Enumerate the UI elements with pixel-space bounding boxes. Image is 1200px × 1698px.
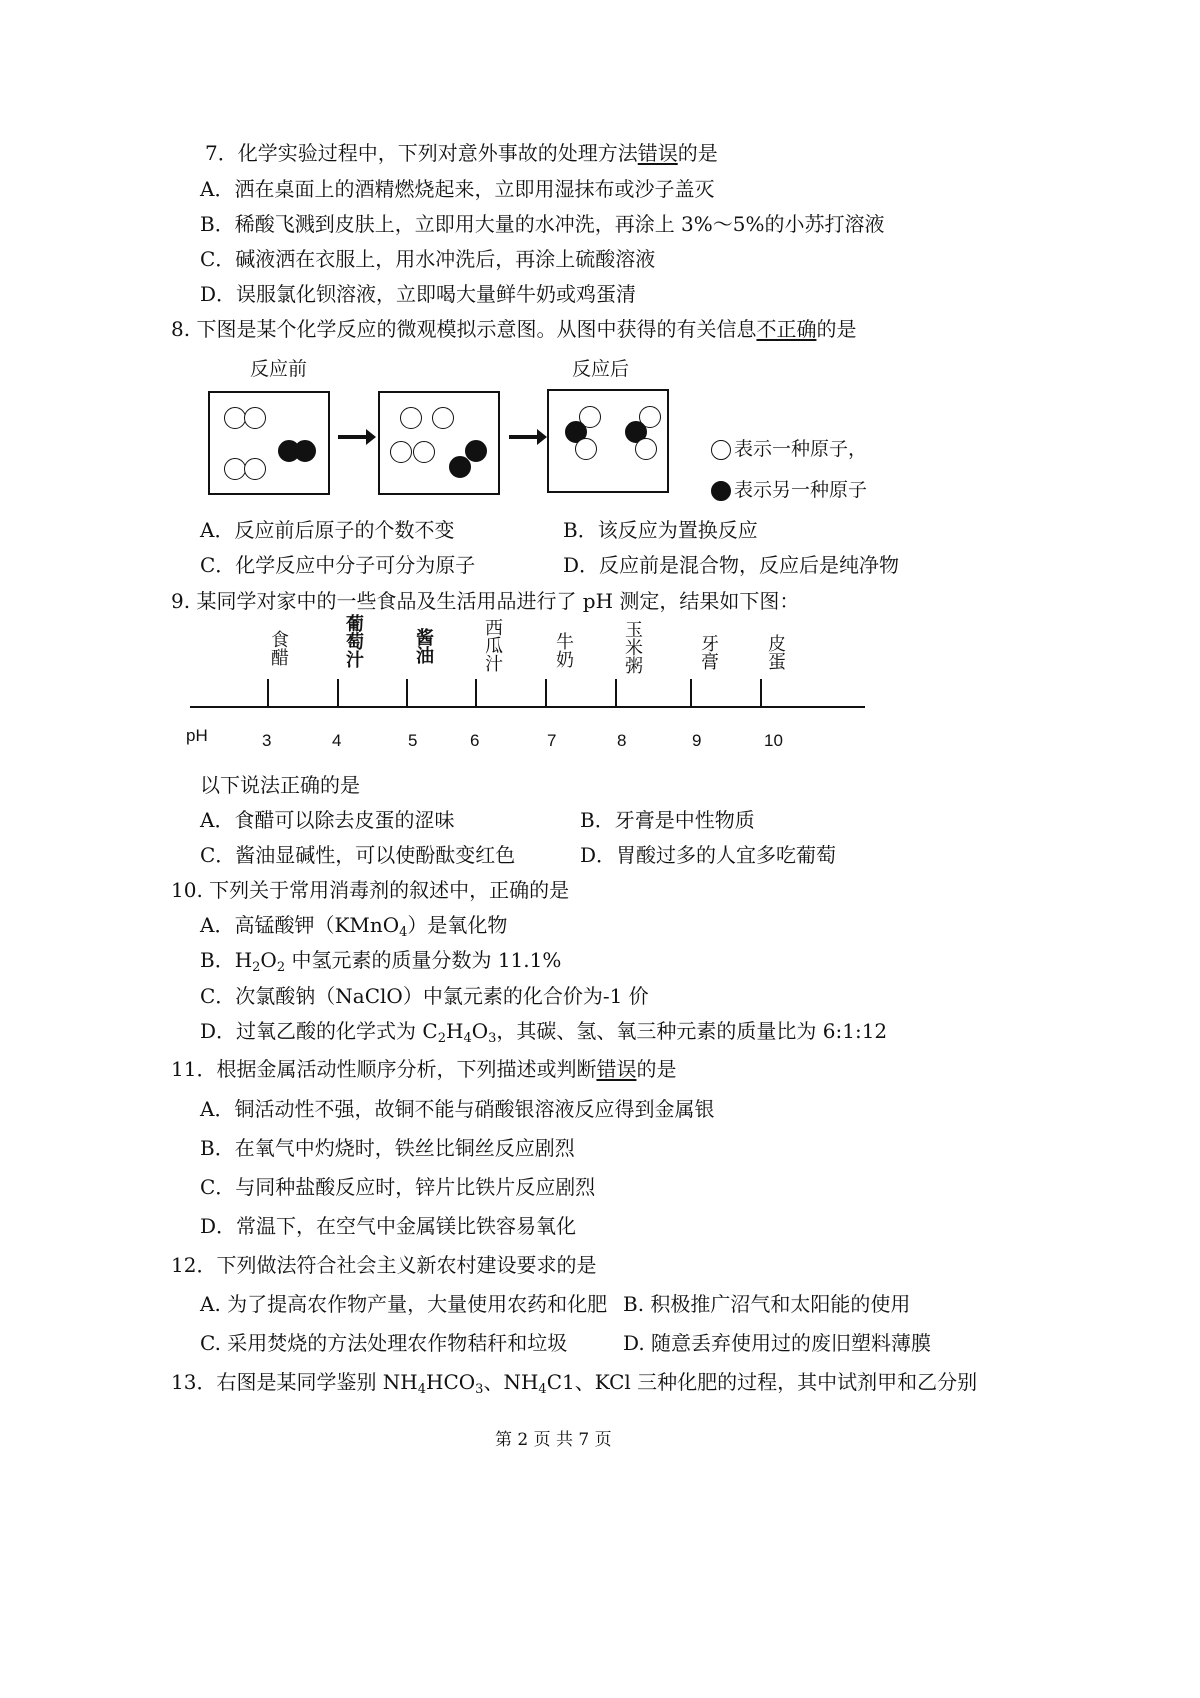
ph-tick bbox=[545, 679, 547, 707]
ph-item-label: 牙膏 bbox=[698, 634, 719, 670]
white-atom bbox=[244, 458, 266, 480]
q10-option-c: C．次氯酸钠（NaClO）中氯元素的化合价为-1 价 bbox=[200, 984, 649, 1008]
q9-option-c: C．酱油显碱性，可以使酚酞变红色 bbox=[200, 843, 516, 867]
q8-option-b: B．该反应为置换反应 bbox=[563, 518, 758, 542]
ph-value: 5 bbox=[408, 731, 418, 750]
ph-value: 9 bbox=[692, 731, 702, 750]
q7-keyword: 错误 bbox=[637, 141, 678, 165]
ph-tick bbox=[690, 679, 692, 707]
q10-stem: 10. 下列关于常用消毒剂的叙述中，正确的是 bbox=[171, 878, 570, 902]
ph-item-label: 酱油 bbox=[413, 628, 434, 664]
q12-option-b: B. 积极推广沼气和太阳能的使用 bbox=[623, 1292, 911, 1316]
q8-stem: 8. 下图是某个化学反应的微观模拟示意图。从图中获得的有关信息不正确的是 bbox=[171, 317, 857, 341]
arrow-icon bbox=[338, 435, 368, 439]
middle-box bbox=[378, 391, 500, 495]
after-box bbox=[547, 389, 669, 493]
q11-option-d: D．常温下，在空气中金属镁比铁容易氧化 bbox=[200, 1214, 577, 1238]
q8-option-a: A．反应前后原子的个数不变 bbox=[200, 518, 455, 542]
q11-stem: 11．根据金属活动性顺序分析，下列描述或判断错误的是 bbox=[171, 1057, 677, 1081]
q11-option-a: A．铜活动性不强，故铜不能与硝酸银溶液反应得到金属银 bbox=[200, 1097, 715, 1121]
ph-item-label: 葡萄汁 bbox=[343, 614, 364, 668]
ph-tick bbox=[475, 679, 477, 707]
q9-option-a: A．食醋可以除去皮蛋的涩味 bbox=[200, 808, 455, 832]
black-atom bbox=[449, 456, 471, 478]
white-atom bbox=[413, 441, 435, 463]
ph-value: 3 bbox=[262, 731, 272, 750]
white-atom bbox=[400, 407, 422, 429]
q10-option-b: B．$H_2O_2$ 中氢元素的质量分数为 11.1% bbox=[200, 948, 562, 975]
q9-stem: 9. 某同学对家中的一些食品及生活用品进行了 pH 测定，结果如下图： bbox=[171, 589, 800, 613]
q12-option-a: A. 为了提高农作物产量，大量使用农药和化肥 bbox=[200, 1292, 608, 1316]
white-atom bbox=[224, 407, 246, 429]
ph-value: 4 bbox=[332, 731, 342, 750]
arrow-icon bbox=[509, 435, 539, 439]
q7-option-a: A．洒在桌面上的酒精燃烧起来，立即用湿抹布或沙子盖灭 bbox=[200, 177, 715, 201]
black-atom bbox=[465, 440, 487, 462]
q7-stem: 7．化学实验过程中，下列对意外事故的处理方法错误的是 bbox=[205, 141, 718, 165]
q10-option-d: D．过氧乙酸的化学式为 $C_2H_4O_3$，其碳、氢、氧三种元素的质量比为 6:1:12 bbox=[200, 1019, 888, 1046]
white-atom bbox=[635, 438, 657, 460]
q11-option-c: C．与同种盐酸反应时，锌片比铁片反应剧烈 bbox=[200, 1175, 596, 1199]
q12-option-c: C. 采用焚烧的方法处理农作物秸秆和垃圾 bbox=[200, 1331, 568, 1355]
q8-option-d: D．反应前是混合物，反应后是纯净物 bbox=[563, 553, 900, 577]
q8-option-c: C．化学反应中分子可分为原子 bbox=[200, 553, 476, 577]
q11-option-b: B．在氧气中灼烧时，铁丝比铜丝反应剧烈 bbox=[200, 1136, 575, 1160]
ph-value: 8 bbox=[617, 731, 627, 750]
white-atom bbox=[390, 441, 412, 463]
ph-tick bbox=[337, 679, 339, 707]
q9-option-d: D．胃酸过多的人宜多吃葡萄 bbox=[580, 843, 837, 867]
page-footer: 第 2 页 共 7 页 bbox=[495, 1430, 612, 1450]
ph-item-label: 西瓜汁 bbox=[482, 618, 503, 672]
white-atom bbox=[224, 458, 246, 480]
q12-stem: 12．下列做法符合社会主义新农村建设要求的是 bbox=[171, 1253, 597, 1277]
q11-keyword: 错误 bbox=[596, 1057, 637, 1081]
q7-option-d: D．误服氯化钡溶液，立即喝大量鲜牛奶或鸡蛋清 bbox=[200, 282, 637, 306]
q9-follow: 以下说法正确的是 bbox=[200, 773, 360, 797]
ph-item-label: 玉米粥 bbox=[622, 620, 643, 674]
ph-item-label: 食醋 bbox=[268, 630, 289, 666]
ph-value: 10 bbox=[764, 731, 783, 750]
white-atom bbox=[244, 407, 266, 429]
ph-item-label: 皮蛋 bbox=[765, 634, 786, 670]
white-atom bbox=[432, 407, 454, 429]
legend-white-atom-icon bbox=[711, 440, 731, 460]
ph-item-label: 牛奶 bbox=[553, 632, 574, 668]
ph-tick bbox=[615, 679, 617, 707]
q8-keyword: 不正确 bbox=[756, 317, 817, 341]
ph-value: 6 bbox=[470, 731, 480, 750]
ph-value: 7 bbox=[547, 731, 557, 750]
black-atom bbox=[294, 440, 316, 462]
legend-black-text: 表示另一种原子 bbox=[734, 479, 868, 501]
q10-option-a: A．高锰酸钾（KMnO$_4$）是氧化物 bbox=[200, 913, 508, 940]
q7-option-c: C．碱液洒在衣服上，用水冲洗后，再涂上硫酸溶液 bbox=[200, 247, 656, 271]
ph-tick bbox=[406, 679, 408, 707]
q9-option-b: B．牙膏是中性物质 bbox=[580, 808, 755, 832]
before-box bbox=[208, 391, 330, 495]
white-atom bbox=[575, 438, 597, 460]
ph-tick bbox=[760, 679, 762, 707]
q13-stem: 13．右图是某同学鉴别 $NH_4HCO_3$、$NH_4C1$、KCl 三种化肥的过程，其中试剂甲和乙分别 bbox=[171, 1370, 978, 1397]
q7-option-b: B．稀酸飞溅到皮肤上，立即用大量的水冲洗，再涂上 3%～5%的小苏打溶液 bbox=[200, 212, 885, 236]
before-label: 反应前 bbox=[250, 358, 308, 380]
legend-black-atom-icon bbox=[711, 481, 731, 501]
ph-tick bbox=[267, 679, 269, 707]
after-label: 反应后 bbox=[572, 358, 630, 380]
ph-axis-line bbox=[190, 706, 865, 708]
ph-axis-label: pH bbox=[186, 726, 208, 745]
legend-white-text: 表示一种原子， bbox=[734, 438, 868, 460]
q12-option-d: D. 随意丢弃使用过的废旧塑料薄膜 bbox=[623, 1331, 932, 1355]
